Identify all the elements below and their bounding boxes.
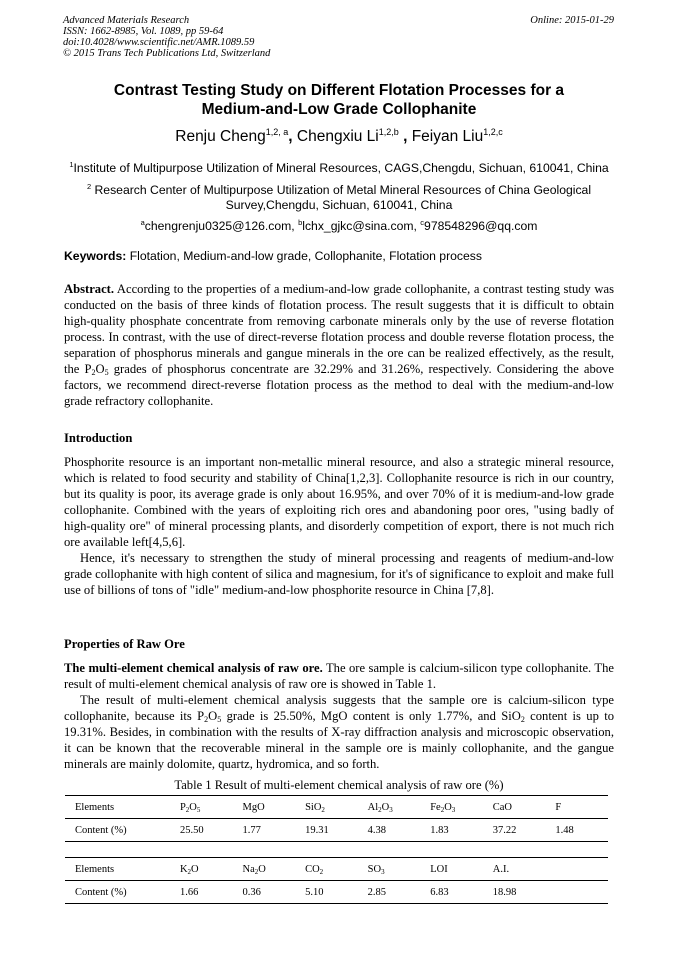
table-cell: 0.36 [242,886,261,898]
table-cell: 37.22 [492,824,517,836]
table-header-cell: LOI [420,858,483,881]
author-name: Chengxiu Li [296,128,379,145]
paragraph-text: grade is 25.50%, MgO content is only 1.77%, and SiO [221,709,521,723]
introduction-paragraph-2: Hence, it's necessary to strengthen the study of mineral processing and reagents of medium-and-low grade collophanite with high content of silica and magnesium, for it's of significance to exploit and make full use of billions of tons of "idle" medium-and-low phosphorite resource in China [7,8]. [64,551,614,597]
table-part-1 [65,795,608,842]
subscript: 5 [104,368,109,377]
table-header-cell: $Na_2O$ [233,858,296,881]
email-address: 978548296@qq.com [424,219,538,233]
table-cell: 1.66 [179,886,199,898]
table-header-cell: $Fe_2O_3$ [420,796,483,819]
journal-doi: doi:10.4028/www.scientific.net/AMR.1089.59 [63,37,255,48]
subscript: 2 [204,715,209,724]
paper-title [64,81,614,119]
introduction-paragraph-1: Phosphorite resource is an important non-metallic mineral resource, and also a strategic mineral resource, which is related to food security and stability of China[1,2,3]. Collophanite resource is rich in our country, but its quality is poor, its average grade is only about 16.95%, and over 70% of it is medium-and-low grade collophanite. Combined with the years of exploiting rich ores and abandoning poor ores, "using badly of high-quality ore" of mineral processing plants, and disorderly competition of export, there is not much rich ore available left[4,5,6]. [64,455,614,549]
subscript: 2 [91,368,96,377]
table-cell: 18.98 [492,886,517,898]
table-header-cell: F [545,796,608,819]
subscript: 2 [520,715,525,724]
paragraph-text: The ore sample is calcium-silicon type collophanite. The result of multi-element chemical analysis of raw ore is showed in Table 1. [64,661,615,691]
journal-copyright: © 2015 Trans Tech Publications Ltd, Switzerland [63,48,271,59]
table-cell: 25.50 [179,824,204,836]
table-row-label: Content (%) [75,824,127,836]
table-header-row [65,796,608,819]
journal-name: Advanced Materials Research [63,15,190,26]
table-cell: 19.31 [305,824,329,836]
affiliation-text: Survey,Chengdu, Sichuan, 610041, China [225,198,453,212]
email-mark: b [298,218,303,227]
table-cell [545,881,608,904]
author-emails [64,215,614,234]
table-row [65,819,608,842]
abstract-text: According to the properties of a medium-and-low grade collophanite, a contrast testing study was conducted on the basis of three kinds of flotation process. The result suggests that it is difficult to obtain high-quality phosphate concentrate from removing carbonate minerals only by the use of reverse flotation process. In contrast, with the use of direct-reverse flotation process and double reverse flotation process, the separation of phosphorus minerals and gangue minerals in the ore can be realized effectively, as the result, the P [64,282,614,376]
affiliation-number: 2 [86,182,92,191]
table-header-row [65,858,608,881]
table-caption: Table 1 Result of multi-element chemical analysis of raw ore (%) [174,778,504,792]
author-affiliation-mark: 1,2, a [265,127,289,137]
table-part-2 [65,857,608,904]
paragraph-text: content is up to 19.31%. Besides, in combination with the results of X-ray diffraction analysis and microscopic observation, it can be known that the recoverable mineral in the sample ore is mainly collophanite, and the gangue minerals are mainly dolomite, quartz, hydromica, and so forth. [64,709,615,771]
properties-paragraph-1 [64,660,614,692]
section-heading-introduction: Introduction [64,431,133,445]
table-header-cell: $SO_3$ [358,858,421,881]
keywords [64,249,614,264]
table-row-label: Content (%) [75,886,127,898]
keywords-label: Keywords: [64,249,127,263]
journal-issn: ISSN: 1662-8985, Vol. 1089, pp 59-64 [63,26,224,37]
paragraph-text: The result of multi-element chemical analysis suggests that the sample ore is calcium-silicon type collophanite, because its P [64,693,614,723]
table-header-cell: MgO [233,796,296,819]
email-address: chengrenju0325@126.com, [144,219,299,233]
abstract-label: Abstract. [64,282,115,296]
affiliation-text: Research Center of Multipurpose Utilization of Metal Mineral Resources of China Geological [94,183,592,197]
title-line-2: Medium-and-Low Grade Collophanite [201,101,477,118]
table-header-cell: CaO [483,796,546,819]
table-row [65,881,608,904]
affiliation-text: Institute of Multipurpose Utilization of Mineral Resources, CAGS,Chengdu, Sichuan, 610041, China [73,161,609,175]
table-header-cell: $Al_2O_3$ [358,796,421,819]
paragraph-text: O [208,709,218,723]
table-header-cell: $CO_2$ [295,858,358,881]
subsection-heading: The multi-element chemical analysis of raw ore. [64,661,323,675]
table-cell: 2.85 [367,886,387,898]
email-address: lchx_gjkc@sina.com, [302,219,421,233]
title-line-1: Contrast Testing Study on Different Flotation Processes for a [113,82,565,99]
table-header-cell [545,858,608,881]
email-mark: a [140,218,145,227]
table-cell: 1.48 [555,824,574,836]
table-cell: 5.10 [305,886,324,898]
table-cell: 1.77 [242,824,261,836]
table-cell: 1.83 [430,824,449,836]
author-name: Renju Cheng [175,128,266,145]
author-name: Feiyan Liu [411,128,484,145]
abstract-text: grades of phosphorus concentrate are 32.29% and 31.26%, respectively. Considering the above factors, we recommend direct-reverse flotation process as the method to deal with the medium-and-low grade refractory collophanite. [64,362,615,408]
table-header-label: Elements [65,858,170,881]
affiliation-1 [64,157,614,176]
abstract [64,281,614,409]
table-header-cell: A.I. [483,858,546,881]
online-date: Online: 2015-01-29 [530,15,614,26]
author-list: Renju Cheng$^{1,2, a}$, Chengxiu Li$^{1,2,b}$ , Feiyan Liu$^{1,2,c}$ [175,127,503,145]
table-header-label: Elements [65,796,170,819]
author-affiliation-mark: 1,2,b [378,127,399,137]
affiliation-number: 1 [69,160,74,169]
author-affiliation-mark: 1,2,c [483,127,503,137]
abstract-text: O [95,362,105,376]
table-cell: 4.38 [367,824,387,836]
affiliation-2 [64,179,614,213]
table-header-cell: SiO$_2$ [295,796,358,819]
keywords-text: Flotation, Medium-and-low grade, Collophanite, Flotation process [126,249,482,263]
table-header-cell: $P_2O_5$ [170,796,233,819]
subscript: 5 [217,715,222,724]
journal-header [63,15,270,59]
properties-paragraph-2 [64,692,614,772]
table-header-cell: $K_2O$ [170,858,233,881]
email-mark: c [420,218,425,227]
section-heading-properties: Properties of Raw Ore [64,637,185,651]
table-cell: 6.83 [430,886,449,898]
